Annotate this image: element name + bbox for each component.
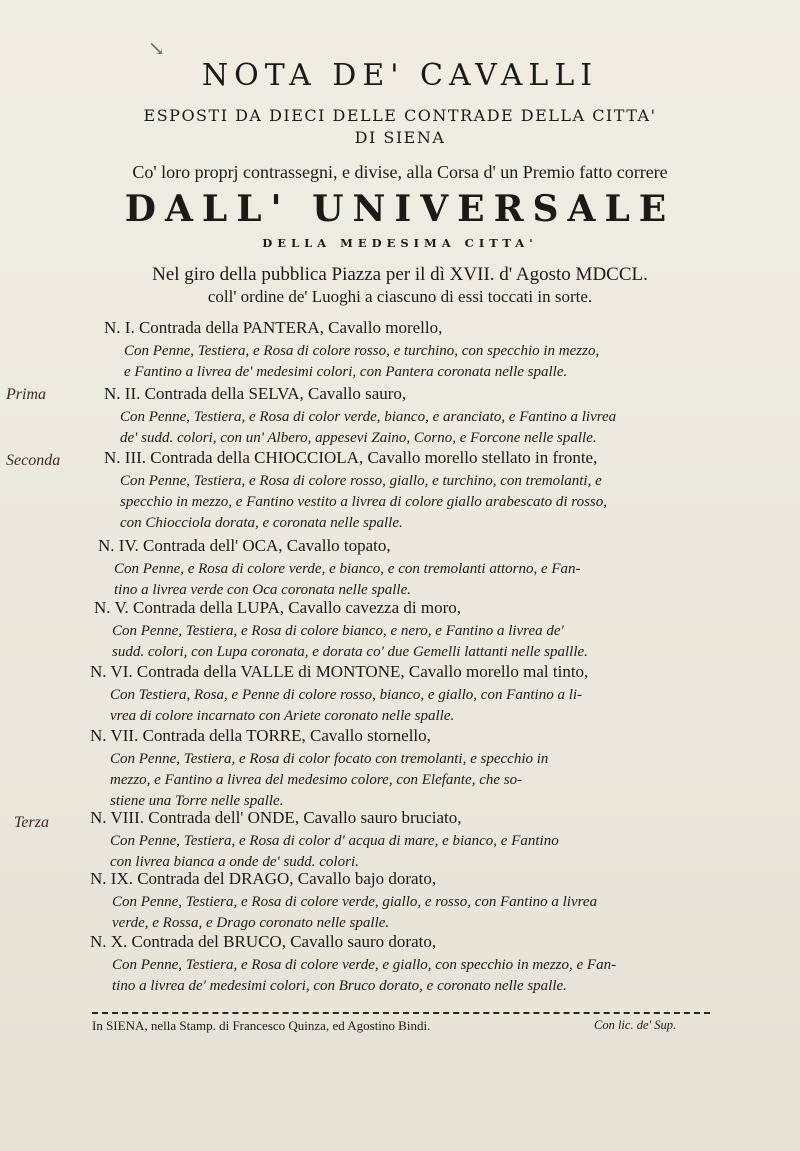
intro-line: Co' loro proprj contrassegni, e divise, alla Corsa d' un Premio fatto correre <box>132 162 668 182</box>
entry-6-line-1: Con Testiera, Rosa, e Penne di colore rosso, bianco, e giallo, con Fantino a li- <box>110 687 583 703</box>
entry-6-head: N. VI. Contrada della VALLE di MONTONE, Cavallo morello mal tinto, <box>90 662 589 681</box>
entry-8-line-2: con livrea bianca a onde de' sudd. colori. <box>110 854 359 870</box>
date-line-1: Nel giro della pubblica Piazza per il dì XVII. d' Agosto MDCCL. <box>152 264 648 285</box>
title-universale: DALL' UNIVERSALE <box>124 188 676 230</box>
entry-8-line-1: Con Penne, Testiera, e Rosa di color d' acqua di mare, e bianco, e Fantino <box>110 833 559 849</box>
entry-8-head: N. VIII. Contrada dell' ONDE, Cavallo sauro bruciato, <box>90 808 462 827</box>
handwritten-note-terza: Terza <box>14 814 49 831</box>
entry-3-line-1: Con Penne, Testiera, e Rosa di colore rosso, giallo, e turchino, con tremolanti, e <box>120 473 602 489</box>
footer-license: Con lic. de' Sup. <box>594 1018 677 1032</box>
entry-2-line-2: de' sudd. colori, con un' Albero, appesevi Zaino, Corno, e Forcone nelle spalle. <box>120 430 597 446</box>
entry-2-head: N. II. Contrada della SELVA, Cavallo sauro, <box>104 384 407 403</box>
entry-7-head: N. VII. Contrada della TORRE, Cavallo stornello, <box>90 726 431 745</box>
entry-6-line-2: vrea di colore incarnato con Ariete coronato nelle spalle. <box>110 708 455 724</box>
subtitle-line-2: DI SIENA <box>354 128 446 147</box>
entry-1-line-2: e Fantino a livrea de' medesimi colori, con Pantera coronata nelle spalle. <box>124 364 568 380</box>
entry-1-head: N. I. Contrada della PANTERA, Cavallo morello, <box>104 318 443 337</box>
entry-10-line-1: Con Penne, Testiera, e Rosa di colore verde, e giallo, con specchio in mezzo, e Fan- <box>112 957 617 973</box>
handwritten-note-prima: Prima <box>6 386 46 403</box>
entry-7-line-2: mezzo, e Fantino a livrea del medesimo colore, con Elefante, che so- <box>110 772 523 788</box>
entry-10-head: N. X. Contrada del BRUCO, Cavallo sauro dorato, <box>90 932 437 951</box>
entry-5-head: N. V. Contrada della LUPA, Cavallo cavezza di moro, <box>94 598 461 617</box>
entry-1-line-1: Con Penne, Testiera, e Rosa di colore rosso, e turchino, con specchio in mezzo, <box>124 343 600 359</box>
subtitle-line-1: ESPOSTI DA DIECI DELLE CONTRADE DELLA CITTA' <box>143 106 657 125</box>
pencil-arrow-icon: ↘ <box>148 36 165 60</box>
entry-3-head: N. III. Contrada della CHIOCCIOLA, Cavallo morello stellato in fronte, <box>104 448 598 467</box>
entry-7-line-1: Con Penne, Testiera, e Rosa di color focato con tremolanti, e specchio in <box>110 751 549 767</box>
entry-3-line-3: con Chiocciola dorata, e coronata nelle spalle. <box>120 515 403 531</box>
entry-3-line-2: specchio in mezzo, e Fantino vestito a livrea di colore giallo arabescato di rosso, <box>120 494 608 510</box>
document-title: NOTA DE' CAVALLI <box>201 58 599 93</box>
date-line-2: coll' ordine de' Luoghi a ciascuno di essi toccati in sorte. <box>207 287 593 306</box>
entry-7-line-3: stiene una Torre nelle spalle. <box>110 793 284 809</box>
footer-divider <box>92 1012 710 1014</box>
entry-5-line-1: Con Penne, Testiera, e Rosa di colore bianco, e nero, e Fantino a livrea de' <box>112 623 564 639</box>
entry-5-line-2: sudd. colori, con Lupa coronata, e dorata co' due Gemelli lattanti nelle spallle. <box>112 644 588 660</box>
entry-9-line-2: verde, e Rossa, e Drago coronato nelle spalle. <box>112 915 390 931</box>
entry-4-head: N. IV. Contrada dell' OCA, Cavallo topato, <box>98 536 391 555</box>
title-medesima-citta: DELLA MEDESIMA CITTA' <box>262 236 538 250</box>
entry-9-head: N. IX. Contrada del DRAGO, Cavallo bajo dorato, <box>90 869 437 888</box>
entry-10-line-2: tino a livrea de' medesimi colori, con Bruco dorato, e coronato nelle spalle. <box>112 978 567 994</box>
entry-9-line-1: Con Penne, Testiera, e Rosa di colore verde, giallo, e rosso, con Fantino a livrea <box>112 894 598 910</box>
entry-4-line-1: Con Penne, e Rosa di colore verde, e bianco, e con tremolanti attorno, e Fan- <box>114 561 581 577</box>
footer-imprint: In SIENA, nella Stamp. di Francesco Quinza, ed Agostino Bindi. <box>92 1018 431 1033</box>
handwritten-note-seconda: Seconda <box>6 452 61 469</box>
entry-4-line-2: tino a livrea verde con Oca coronata nelle spalle. <box>114 582 412 598</box>
entry-2-line-1: Con Penne, Testiera, e Rosa di color verde, bianco, e aranciato, e Fantino a livrea <box>120 409 617 425</box>
